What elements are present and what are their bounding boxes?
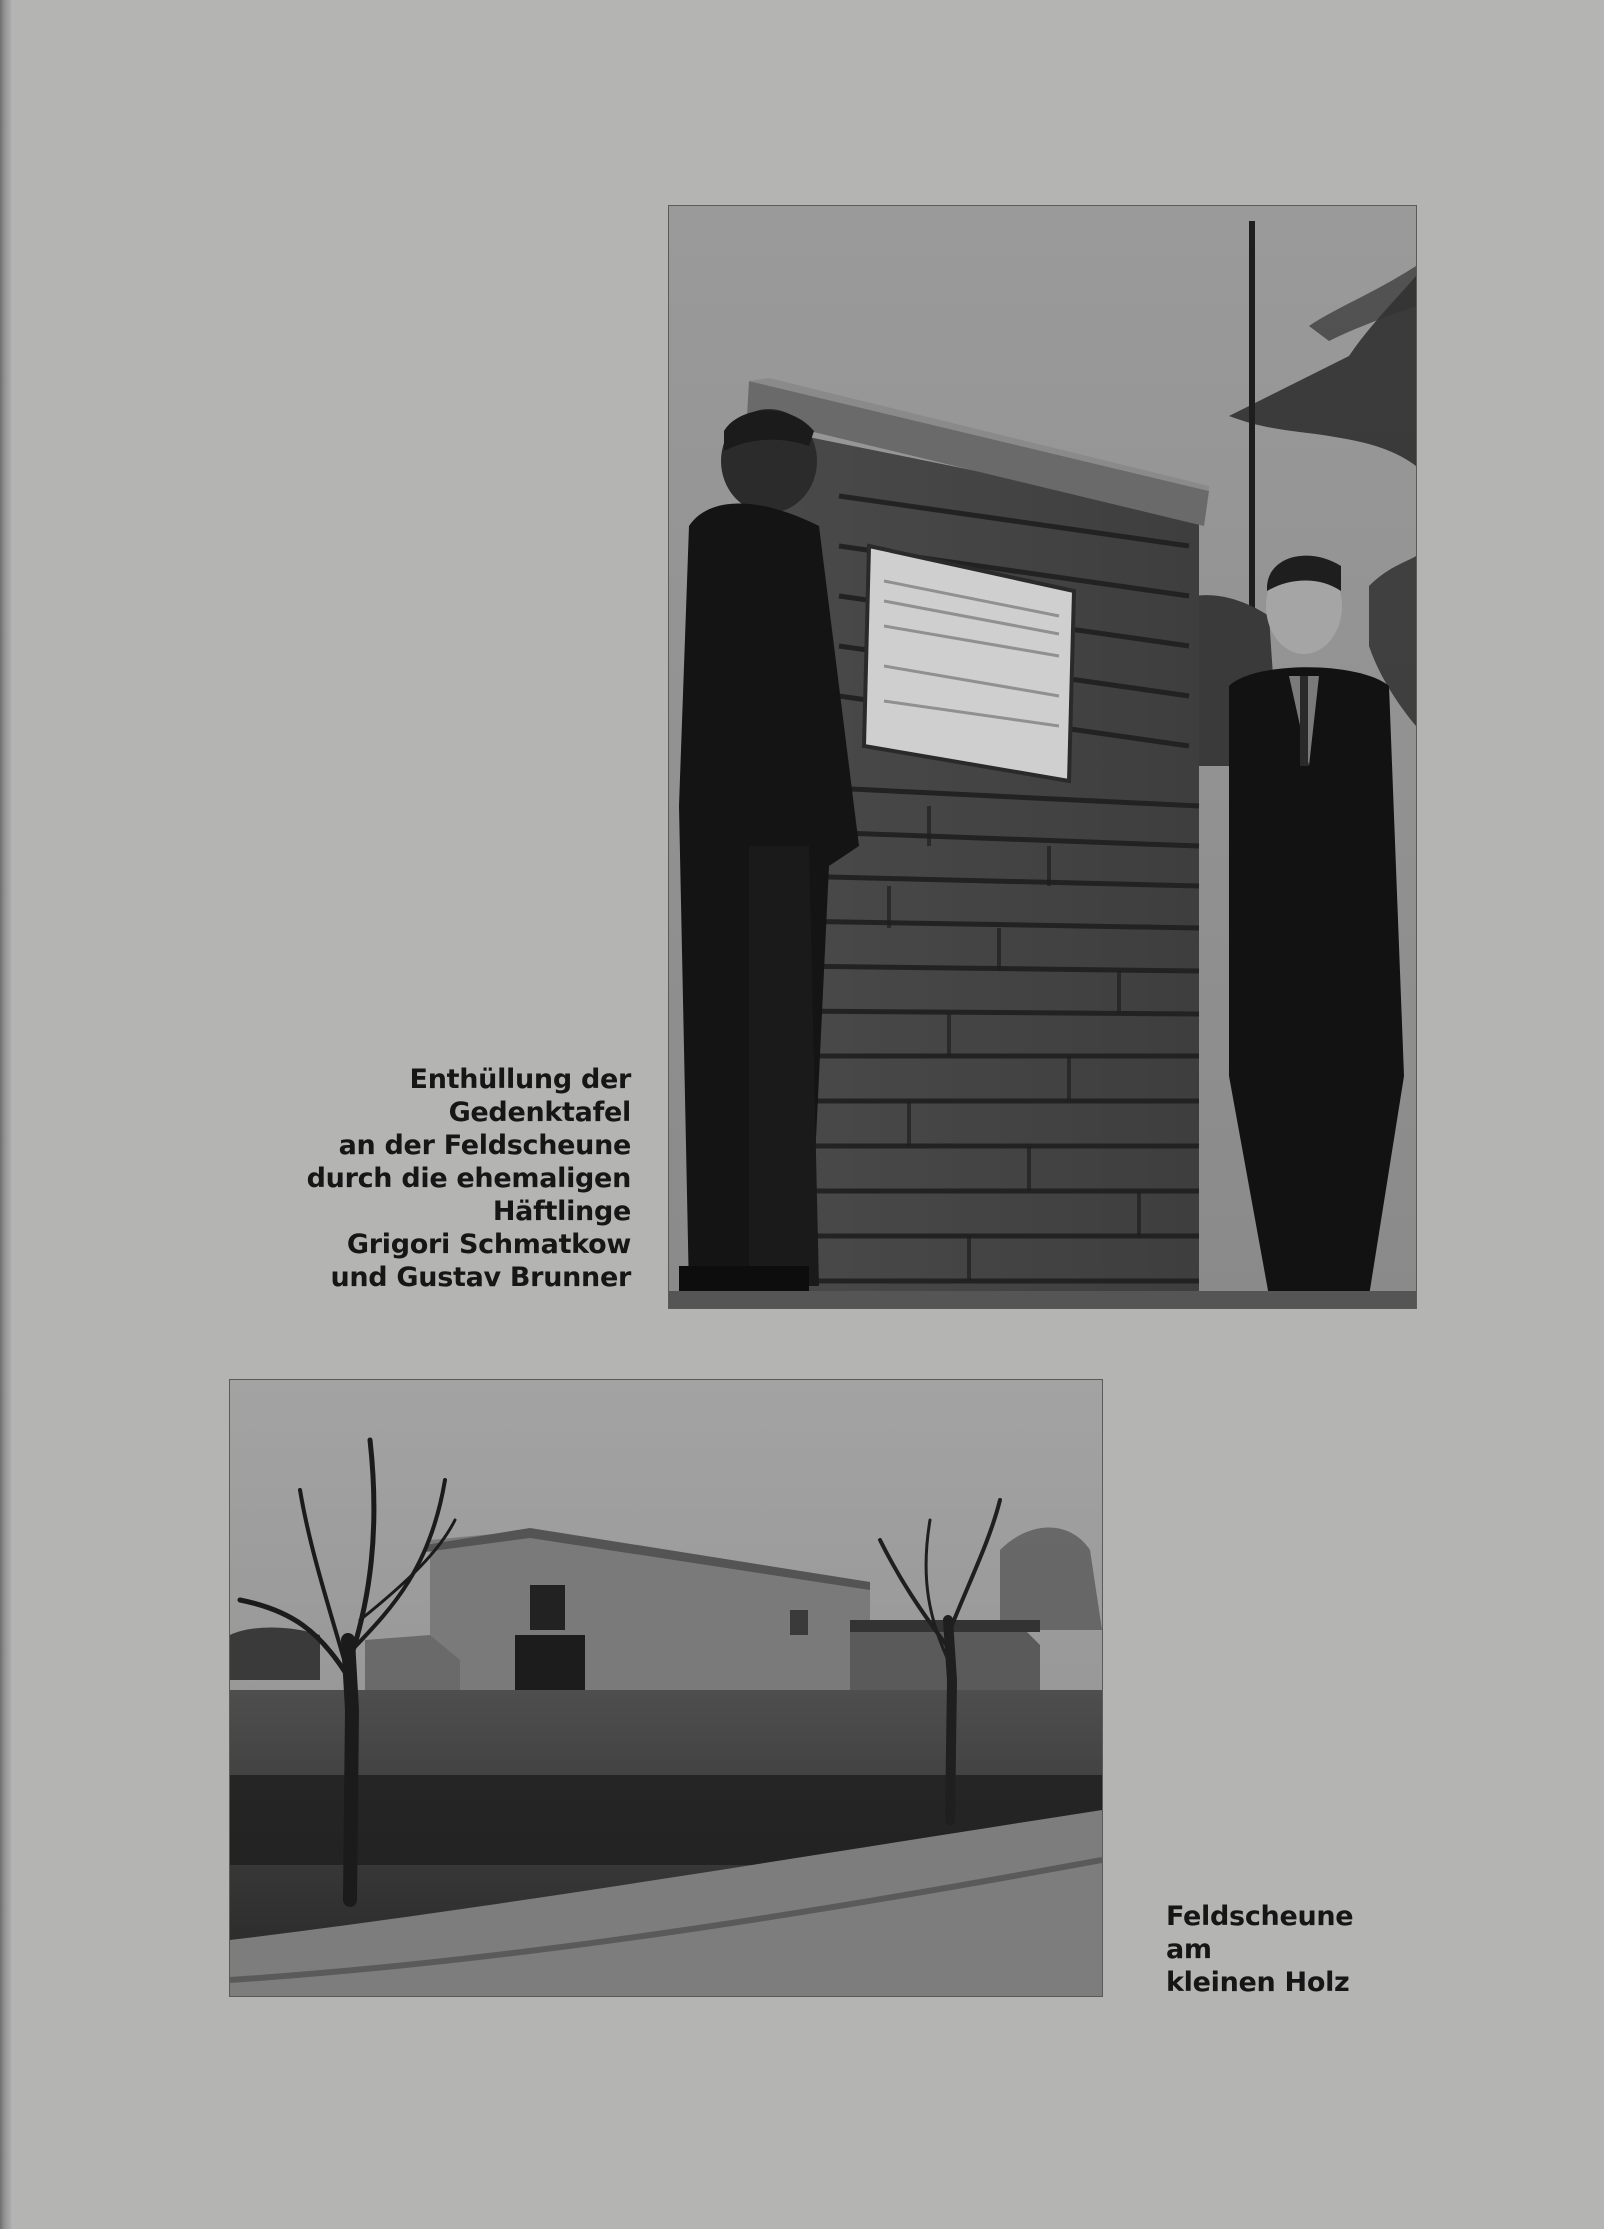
memorial-photo — [669, 206, 1416, 1308]
memorial-caption — [307, 1063, 631, 1294]
page-edge — [0, 0, 12, 2229]
caption-line: Enthüllung der — [409, 1064, 631, 1095]
caption-line: Feldscheune — [1166, 1901, 1354, 1932]
caption-line: Gedenktafel — [448, 1097, 631, 1128]
caption-line: und Gustav Brunner — [330, 1262, 631, 1293]
caption-line: Häftlinge — [492, 1196, 631, 1227]
caption-line: durch die ehemaligen — [306, 1163, 631, 1194]
barn-photo — [230, 1380, 1102, 1996]
barn-photo-image — [230, 1380, 1102, 1996]
caption-line: kleinen Holz — [1166, 1967, 1350, 1998]
caption-line: Grigori Schmatkow — [346, 1229, 631, 1260]
caption-line: am — [1166, 1934, 1212, 1965]
memorial-photo-image — [669, 206, 1416, 1308]
caption-line: an der Feldscheune — [338, 1130, 631, 1161]
barn-caption — [1166, 1900, 1353, 1999]
